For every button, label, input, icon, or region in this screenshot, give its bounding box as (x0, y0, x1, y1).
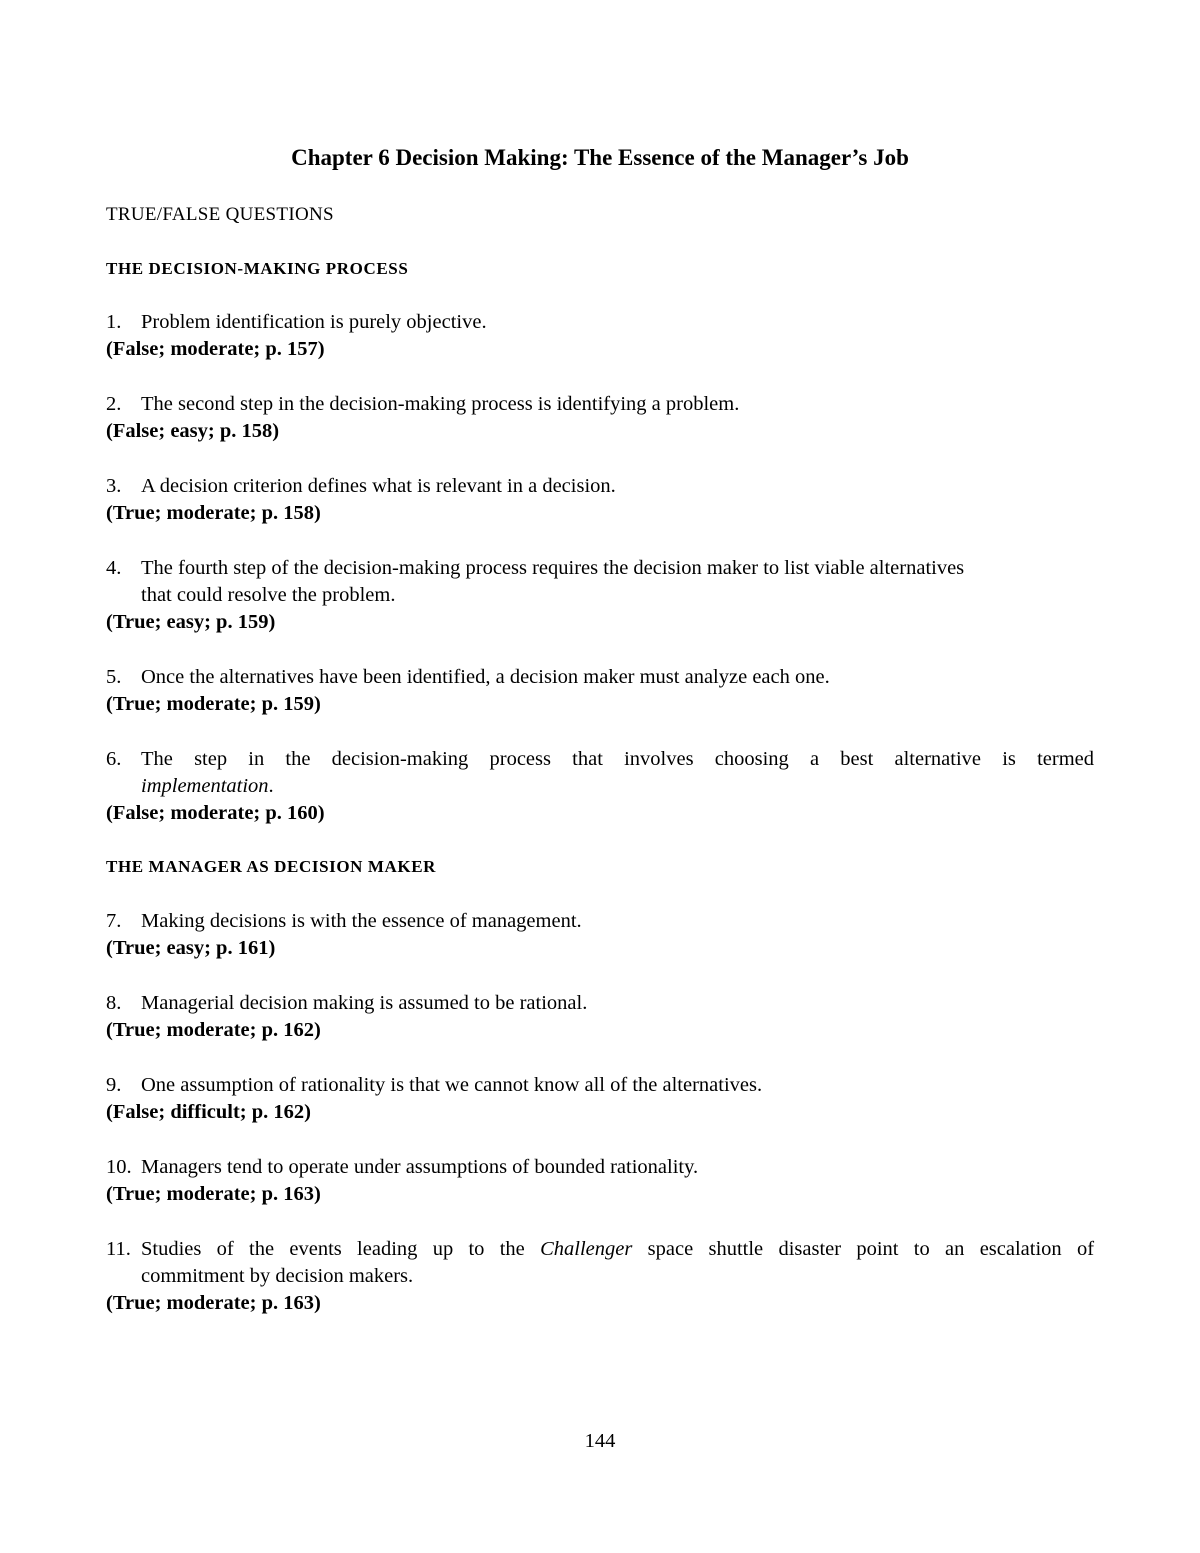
question-number: 11. (106, 1238, 131, 1260)
question-11 (106, 1236, 1094, 1317)
question-text: Problem identification is purely objective. (141, 311, 487, 333)
question-answer: (True; moderate; p. 162) (106, 1019, 321, 1041)
question-text (141, 555, 1094, 609)
question-answer: (True; moderate; p. 163) (106, 1183, 321, 1205)
question-text-italic: implementation (141, 775, 269, 797)
question-text: Once the alternatives have been identified, a decision maker must analyze each one. (141, 666, 830, 688)
question-answer: (False; difficult; p. 162) (106, 1101, 311, 1123)
question-1 (106, 309, 1094, 363)
question-number: 7. (106, 910, 122, 932)
question-number: 1. (106, 311, 122, 333)
page-number: 144 (584, 1430, 616, 1452)
question-number: 6. (106, 748, 122, 770)
question-text-rest: space shuttle disaster point to an escalation of (647, 1238, 1095, 1260)
question-10 (106, 1154, 1094, 1208)
question-7 (106, 908, 1094, 962)
question-number: 5. (106, 666, 122, 688)
question-text: Making decisions is with the essence of management. (141, 910, 582, 932)
question-number: 3. (106, 475, 122, 497)
question-2 (106, 391, 1094, 445)
question-text: One assumption of rationality is that we cannot know all of the alternatives. (141, 1074, 763, 1096)
question-number: 8. (106, 992, 122, 1014)
question-text-line-1 (141, 1236, 1094, 1263)
question-text-italic: Challenger (540, 1238, 633, 1260)
question-6 (106, 746, 1094, 827)
question-text (141, 746, 1094, 800)
question-number: 2. (106, 393, 122, 415)
question-number: 9. (106, 1074, 122, 1096)
true-false-heading: TRUE/FALSE QUESTIONS (106, 204, 334, 225)
question-5 (106, 664, 1094, 718)
question-text-line-2: commitment by decision makers. (141, 1265, 414, 1287)
question-text-line-2: that could resolve the problem. (141, 584, 396, 606)
question-text-start: Studies of the events leading up to the (141, 1238, 525, 1260)
question-text-end: . (268, 775, 274, 797)
question-answer: (False; moderate; p. 157) (106, 338, 325, 360)
question-8 (106, 990, 1094, 1044)
question-4 (106, 555, 1094, 636)
section-heading-decision-making-process: THE DECISION-MAKING PROCESS (106, 259, 409, 278)
question-answer: (True; easy; p. 159) (106, 611, 276, 633)
question-text: The second step in the decision-making process is identifying a problem. (141, 393, 740, 415)
question-text-line-1: The step in the decision-making process that involves choosing a best alternative is termed (141, 748, 1094, 770)
question-text: A decision criterion defines what is relevant in a decision. (141, 475, 616, 497)
question-text (141, 1236, 1094, 1290)
question-answer: (True; moderate; p. 158) (106, 502, 321, 524)
question-text-line-1: The fourth step of the decision-making process requires the decision maker to list viable alternatives (141, 557, 965, 579)
section-heading-manager-as-decision-maker: THE MANAGER AS DECISION MAKER (106, 857, 437, 876)
question-3 (106, 473, 1094, 527)
question-answer: (False; easy; p. 158) (106, 420, 280, 442)
question-answer: (True; easy; p. 161) (106, 937, 276, 959)
question-answer: (True; moderate; p. 163) (106, 1292, 321, 1314)
document-page (106, 0, 1094, 1553)
question-answer: (True; moderate; p. 159) (106, 693, 321, 715)
question-9 (106, 1072, 1094, 1126)
question-number: 4. (106, 557, 122, 579)
question-number: 10. (106, 1156, 132, 1178)
chapter-title: Chapter 6 Decision Making: The Essence of the Manager’s Job (291, 145, 909, 170)
question-text: Managerial decision making is assumed to be rational. (141, 992, 588, 1014)
question-answer: (False; moderate; p. 160) (106, 802, 325, 824)
question-text: Managers tend to operate under assumptions of bounded rationality. (141, 1156, 699, 1178)
